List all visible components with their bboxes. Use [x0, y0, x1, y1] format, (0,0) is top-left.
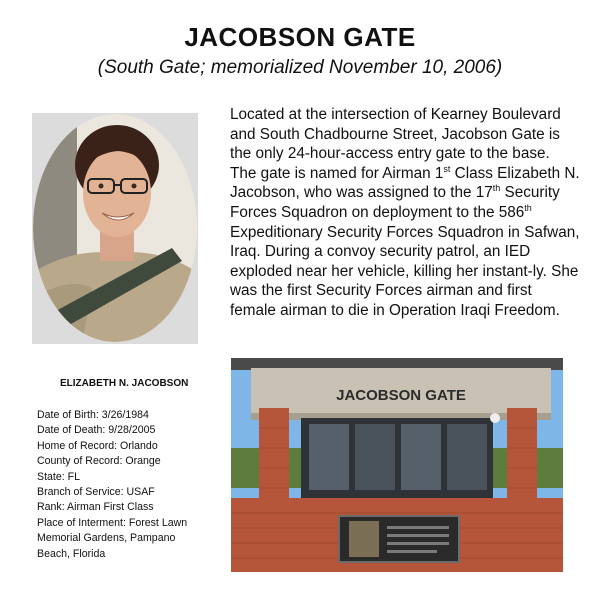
description-part-2: Class Elizabeth N. Jacobson, who was assigned to the 17	[230, 164, 580, 202]
detail-line: Date of Death: 9/28/2005	[37, 424, 156, 437]
detail-line: State: FL	[37, 470, 80, 483]
page-subtitle: (South Gate; memorialized November 10, 2006)	[97, 57, 503, 78]
detail-line: Date of Birth: 3/26/1984	[37, 409, 149, 421]
gate-description	[230, 105, 580, 321]
ordinal-3: th	[524, 202, 532, 213]
ordinal-1: st	[443, 163, 451, 174]
honoree-details	[37, 408, 222, 562]
detail-line: Home of Record: Orlando	[37, 439, 158, 452]
detail-line: Branch of Service: USAF	[37, 486, 155, 499]
portrait-photo	[32, 113, 198, 344]
detail-line: Place of Interment: Forest Lawn	[37, 516, 188, 529]
detail-line: Memorial Gardens, Pampano	[37, 532, 176, 545]
description-part-3: Security Forces Squadron on deployment to the 586	[230, 184, 560, 221]
detail-line: Rank: Airman First Class	[37, 501, 154, 514]
honoree-name: ELIZABETH N. JACOBSON	[60, 378, 189, 389]
gate-sign-text: JACOBSON GATE	[336, 387, 466, 404]
description-part-1: Located at the intersection of Kearney Boulevard and South Chadbourne Street, Jacobson Gate is the only 24-hour-access entry gate to the base. The gate is named for Airman 1	[230, 106, 561, 182]
page-title: JACOBSON GATE	[184, 22, 416, 52]
ordinal-2: th	[492, 183, 501, 194]
detail-line: County of Record: Orange	[37, 455, 161, 468]
gate-photo	[231, 358, 563, 572]
description-part-4: Expeditionary Security Forces Squadron in Safwan, Iraq. During a convoy security patrol, an IED exploded near her vehicle, killing her instant-ly. She was the first Security Forces airman and first female airman to die in Operation Iraqi Freedom.	[230, 223, 580, 319]
detail-line: Beach, Florida	[37, 547, 106, 560]
